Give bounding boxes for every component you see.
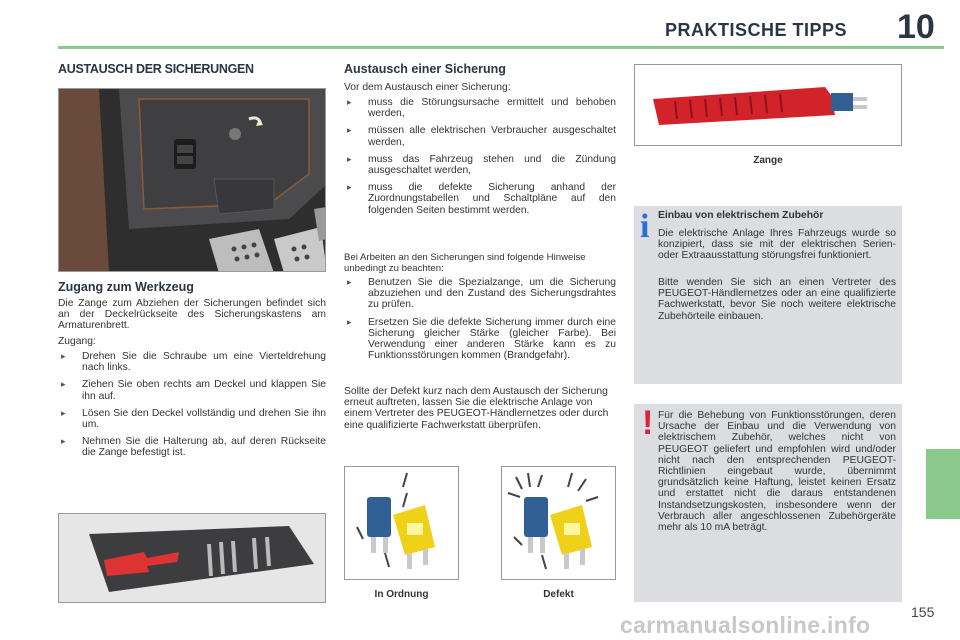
info-box-para2: Bitte wenden Sie sich an einen Vertreter des PEUGEOT-Händlernetzes oder an eine qualifizierte Fachwerkstatt, bevor Sie noch weitere elektrische Zubehörteile einbauen. <box>658 277 896 322</box>
list-item: ▸ Ziehen Sie oben rechts am Deckel und klappen Sie ihn auf. <box>61 379 326 402</box>
info-icon: i <box>640 208 650 245</box>
fuse-defect-photo <box>501 466 616 580</box>
list-item: ▸ Ersetzen Sie die defekte Sicherung immer durch eine Sicherung gleicher Stärke (gleicher Farbe). Bei Verwendung einer anderen Stärke kann es zu Funktionsstörungen kommen (Brandgefahr). <box>347 316 616 362</box>
list-item: ▸ muss das Fahrzeug stehen und die Zündung ausgeschaltet werden, <box>347 153 616 177</box>
col1-heading: Zugang zum Werkzeug <box>58 280 194 294</box>
list-item: ▸ Nehmen Sie die Halterung ab, auf deren Rückseite die Zange befestigt ist. <box>61 436 326 459</box>
col1-intro: Die Zange zum Abziehen der Sicherungen befindet sich an der Deckelrückseite des Sicherungskastens am Armaturenbrett. <box>58 298 326 332</box>
bullet-marker: ▸ <box>347 277 352 287</box>
col2-lead: Vor dem Austausch einer Sicherung: <box>344 82 511 93</box>
bullet-marker: ▸ <box>347 182 352 193</box>
info-box-para1: Die elektrische Anlage Ihres Fahrzeugs wurde so konzipiert, dass sie mit der elektrischen Serien- oder Extraausstattung störungsfrei funktioniert. <box>658 228 896 262</box>
fuse-ok-photo <box>344 466 459 580</box>
col1-lead: Zugang: <box>58 336 96 347</box>
watermark-text: carmanualsonline.info <box>620 612 871 638</box>
bullet-marker: ▸ <box>347 153 352 164</box>
caption-tool: Zange <box>753 155 783 166</box>
col2-notice: Bei Arbeiten an den Sicherungen sind folgende Hinweise unbedingt zu beachten: <box>344 252 586 275</box>
list-item: ▸ Benutzen Sie die Spezialzange, um die Sicherung abzuziehen und den Zustand des Sicherungsdrahtes zu prüfen. <box>347 277 616 311</box>
col2-rules <box>344 277 616 367</box>
fuse-holder-photo <box>58 513 326 603</box>
fuse-ok-illustration <box>345 467 458 579</box>
col1-steps <box>58 351 326 465</box>
bullet-marker: ▸ <box>61 351 66 361</box>
dashboard-photo <box>58 88 326 272</box>
holder-illustration <box>59 514 325 602</box>
info-box-title: Einbau von elektrischem Zubehör <box>658 210 824 221</box>
info-box <box>634 206 902 384</box>
bullet-marker: ▸ <box>347 97 352 107</box>
section-title: AUSTAUSCH DER SICHERUNGEN <box>58 62 254 76</box>
caption-ok: In Ordnung <box>374 589 429 600</box>
list-item: ▸ muss die Störungsursache ermittelt und behoben werden, <box>347 97 616 120</box>
col2-heading: Austausch einer Sicherung <box>344 62 506 76</box>
chapter-side-tab <box>926 449 960 519</box>
page-number: 155 <box>911 604 935 620</box>
fuse-defect-illustration <box>502 467 615 579</box>
list-item: ▸ müssen alle elektrischen Verbraucher ausgeschaltet werden, <box>347 125 616 148</box>
warning-box-text: Für die Behebung von Funktionsstörungen, deren Ursache der Einbau und die Verwendung von elektrischem Zubehör, welches nicht von PEUGEOT geliefert und empfohlen wird und/oder nicht nach den entsprechenden PEUGEOT-Richtlinien eingebaut wurde, übernimmt grundsätzlich keine Haftung, leistet keinen Ersatz und erstattet nicht die daraus entstandenen Instandsetzungskosten, insbesondere wenn der Verbrauch aller angeschlossenen Zubehörgeräte mehr als 10 mA beträgt. <box>658 410 896 534</box>
chapter-number: 10 <box>897 8 935 46</box>
bullet-marker: ▸ <box>347 125 352 136</box>
list-item: ▸ Lösen Sie den Deckel vollständig und drehen Sie ihn um. <box>61 407 326 431</box>
list-item: ▸ muss die defekte Sicherung anhand der Zuordnungstabellen und Schaltpläne auf den folgenden Seiten bestimmt werden. <box>347 182 616 216</box>
bullet-marker: ▸ <box>347 316 352 327</box>
warning-icon: ! <box>642 404 654 442</box>
header-title: PRAKTISCHE TIPPS <box>665 20 848 40</box>
col2-closing: Sollte der Defekt kurz nach dem Austausch der Sicherung erneut auftreten, lassen Sie die elektrische Anlage von einem Vertreter des PEUGEOT-Händlernetzes oder durch eine qualifizierte Fachwerkstatt überprüfen. <box>344 386 609 431</box>
col2-items <box>344 97 616 222</box>
warning-box <box>634 404 902 602</box>
bullet-marker: ▸ <box>61 379 66 390</box>
dashboard-illustration <box>59 89 326 272</box>
list-item: ▸ Drehen Sie die Schraube um eine Vierteldrehung nach links. <box>61 351 326 374</box>
bullet-marker: ▸ <box>61 436 66 447</box>
bullet-marker: ▸ <box>61 407 66 418</box>
fuse-puller-photo <box>634 64 902 146</box>
caption-defect: Defekt <box>543 589 574 600</box>
header-divider <box>58 46 944 49</box>
fuse-puller-illustration <box>635 65 901 145</box>
